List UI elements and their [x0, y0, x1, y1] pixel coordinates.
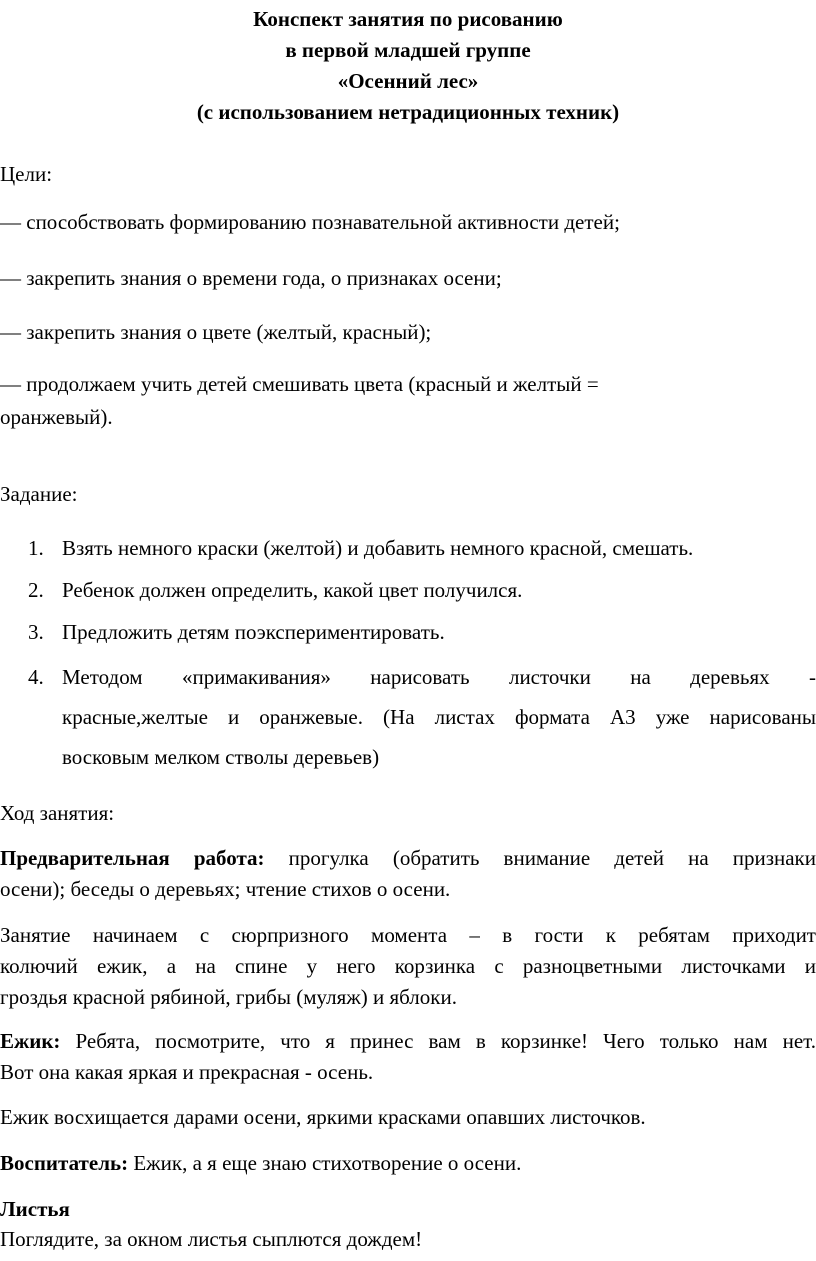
hedgehog-line-2: Вот она какая яркая и прекрасная - осень.: [0, 1060, 374, 1084]
title-line-2: в первой младшей группе: [285, 38, 531, 62]
hedgehog-text: Ребята, посмотрите, что я принес вам в корзинке! Чего только нам нет.: [60, 1029, 816, 1053]
goal-item-1: — способствовать формированию познавательной активности детей;: [0, 210, 620, 234]
prep-text: прогулка (обратить внимание детей на признаки: [264, 846, 816, 870]
hedgehog-line-1: [0, 1025, 816, 1057]
step-text-line-1: Методом «примакивания» нарисовать листочки на деревьях -: [62, 665, 816, 689]
title-line-3: «Осенний лес»: [337, 69, 479, 93]
step-number: 4.: [28, 665, 44, 689]
prep-line-1: [0, 842, 816, 874]
goal-item-2: — закрепить знания о времени года, о признаках осени;: [0, 266, 502, 290]
prep-line-2: осени); беседы о деревьях; чтение стихов о осени.: [0, 877, 451, 901]
list-item: [0, 573, 816, 607]
list-item: [0, 657, 816, 777]
prep-label: Предварительная работа:: [0, 846, 265, 870]
step-text: Ребенок должен определить, какой цвет получился.: [62, 578, 523, 602]
goal-item-4-cont: оранжевый).: [0, 405, 113, 429]
task-steps: [0, 531, 816, 785]
teacher-label: Воспитатель:: [0, 1151, 129, 1175]
teacher-text: Ежик, а я еще знаю стихотворение о осени.: [128, 1151, 522, 1175]
intro-line-1: Занятие начинаем с сюрпризного момента – в гости к ребятам приходит: [0, 923, 816, 947]
list-item: [0, 615, 816, 649]
task-heading: Задание:: [0, 482, 78, 506]
title-line-1: Конспект занятия по рисованию: [253, 7, 563, 31]
poem-title: Листья: [0, 1197, 70, 1221]
step-number: 3.: [28, 620, 44, 644]
list-item: [0, 531, 816, 565]
step-text: Предложить детям поэкспериментировать.: [62, 620, 445, 644]
step-number: 1.: [28, 536, 44, 560]
intro-line-3: гроздья красной рябиной, грибы (муляж) и яблоки.: [0, 985, 457, 1009]
hedgehog-label: Ежик:: [0, 1029, 61, 1053]
goals-heading: Цели:: [0, 162, 53, 186]
admire-line: Ежик восхищается дарами осени, яркими красками опавших листочков.: [0, 1105, 646, 1129]
step-text-line-3: восковым мелком стволы деревьев): [62, 745, 380, 769]
title-line-4: (с использованием нетрадиционных техник): [196, 100, 620, 124]
teacher-line: [0, 1147, 816, 1179]
step-text: Взять немного краски (желтой) и добавить немного красной, смешать.: [62, 536, 694, 560]
document-title: [0, 4, 816, 128]
intro-line-2: колючий ежик, а на спине у него корзинка с разноцветными листочками и: [0, 954, 816, 978]
lesson-heading: Ход занятия:: [0, 801, 115, 825]
step-text-line-2: красные,желтые и оранжевые. (На листах формата А3 уже нарисованы: [62, 705, 816, 729]
goal-item-3: — закрепить знания о цвете (желтый, красный);: [0, 320, 432, 344]
poem-line-1: Поглядите, за окном листья сыплются дождем!: [0, 1227, 423, 1251]
goal-item-4: — продолжаем учить детей смешивать цвета (красный и желтый =: [0, 372, 599, 396]
step-number: 2.: [28, 578, 44, 602]
